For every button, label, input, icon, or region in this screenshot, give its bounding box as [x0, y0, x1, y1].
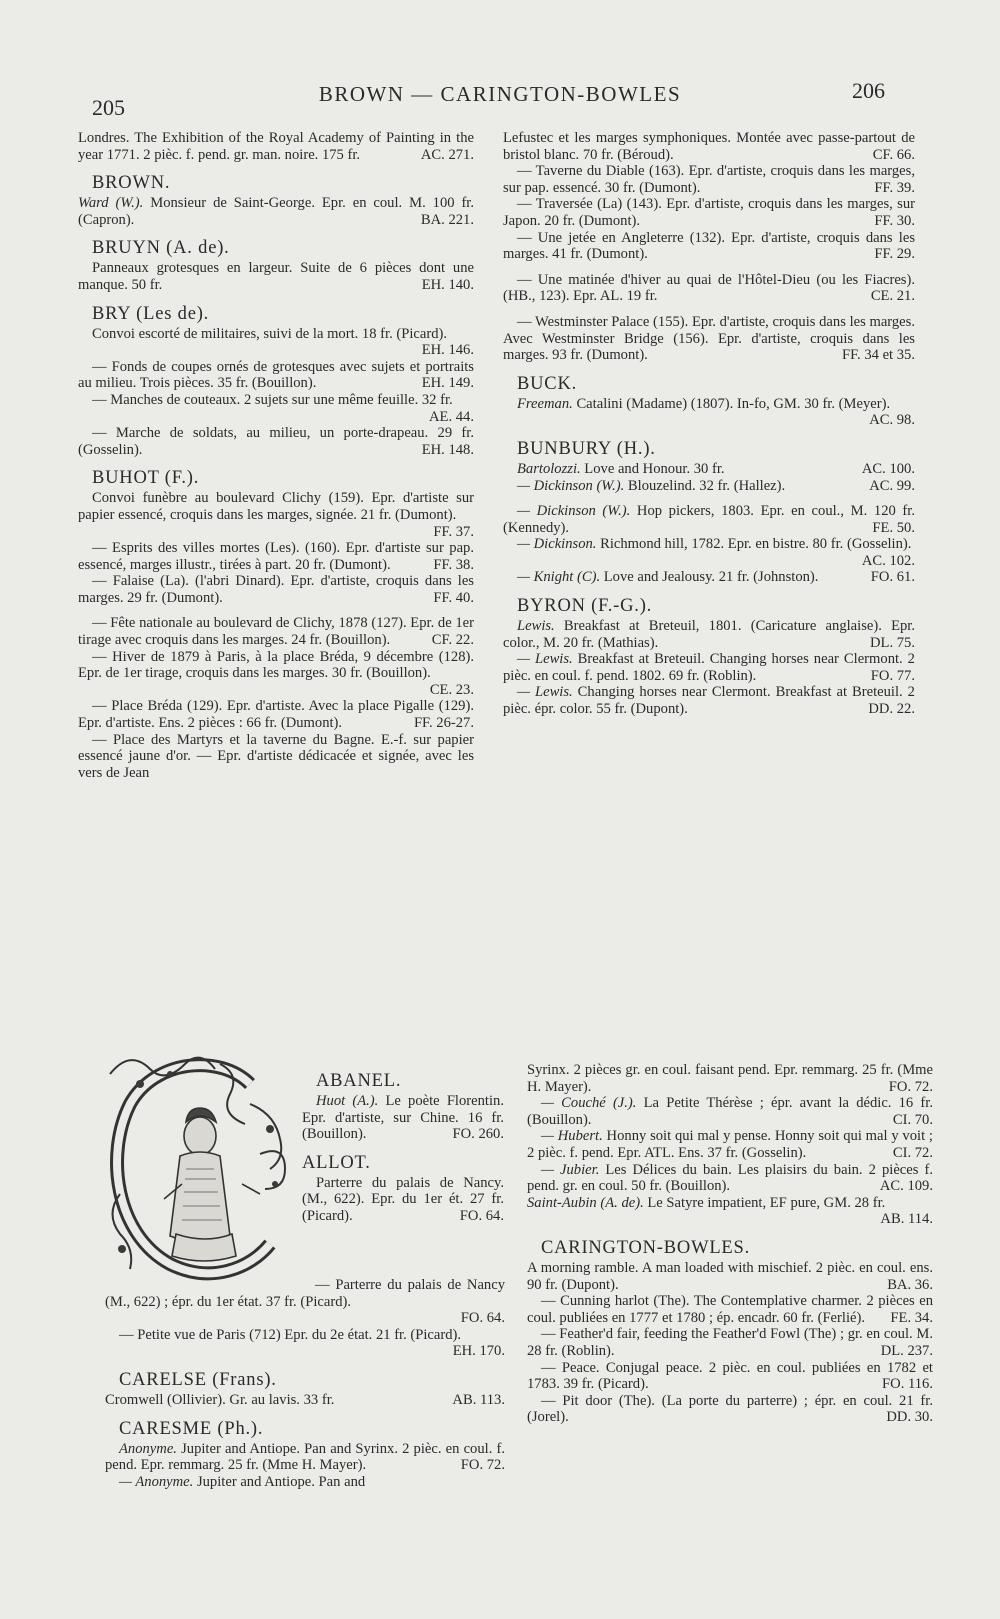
entry: Ward (W.). Monsieur de Saint-George. Epr. en coul. M. 100 fr. (Capron). BA. 221. [78, 195, 475, 228]
entry: — Peace. Conjugal peace. 2 pièc. en coul. publiées en 1782 et 1783. 39 fr. (Picard). FO. 116. [527, 1359, 933, 1393]
artist-heading: BROWN. [92, 173, 171, 194]
entry: — Lewis. Breakfast at Breteuil. Changing horses near Clermont. 2 pièc. en coul. f. pend. 1802. 69 fr. (Roblin). FO. 77. [503, 651, 915, 684]
entry: Freeman. Catalini (Madame) (1807). In-fo, GM. 30 fr. (Meyer). AC. 98. [517, 395, 915, 429]
entry: — Place Bréda (129). Epr. d'artiste. Avec la place Pigalle (129). Epr. d'artiste. Ens. 2 pièces : 66 fr. (Dumont). FF. 26-27. [78, 698, 474, 732]
column-left-bottom-narrow [302, 1071, 504, 1225]
entry: Syrinx. 2 pièces gr. en coul. faisant pend. Epr. remmarg. 25 fr. (Mme H. Mayer). FO. 72. [527, 1062, 933, 1095]
entry: — Jubier. Les Délices du bain. Les plaisirs du bain. 2 pièces f. pend. gr. en coul. 50 fr. (Bouillon). AC. 109. [527, 1161, 933, 1195]
entry: Panneaux grotesques en largeur. Suite de 6 pièces dont une manque. 50 fr. EH. 140. [78, 260, 474, 293]
entry: — Falaise (La). (l'abri Dinard). Epr. d'artiste, croquis dans les marges. 29 fr. (Dumont). FF. 40. [78, 573, 474, 606]
artist-heading: BUCK. [517, 373, 578, 394]
artist-heading: BUHOT (F.). [92, 468, 200, 489]
entry: — Fête nationale au boulevard de Clichy, 1878 (127). Epr. de 1er tirage avec croquis dans les marges. 24 fr. (Bouillon). CF. 22. [78, 615, 474, 649]
entry: Saint-Aubin (A. de). Le Satyre impatient, EF pure, GM. 28 fr. AB. 114. [527, 1194, 933, 1228]
artist-heading: BYRON (F.-G.). [517, 596, 653, 617]
entry: — Pit door (The). (La porte du parterre) ; épr. en coul. 21 fr. (Jorel). DD. 30. [527, 1392, 933, 1426]
running-title: BROWN — CARINGTON-BOWLES [318, 82, 682, 106]
entry: — Dickinson. Richmond hill, 1782. Epr. en bistre. 80 fr. (Gosselin). AC. 102. [517, 536, 915, 569]
entry: — Une jetée en Angleterre (132). Epr. d'artiste, croquis dans les marges. 41 fr. (Dumont). FF. 29. [503, 229, 915, 263]
entry: Cromwell (Ollivier). Gr. au lavis. 33 fr. AB. 113. [105, 1391, 505, 1408]
entry: Anonyme. Jupiter and Antiope. Pan and Syrinx. 2 pièc. en coul. f. pend. Epr. remmarg. 25 fr. (Mme H. Mayer). FO. 72. [105, 1440, 505, 1474]
entry: Bartolozzi. Love and Honour. 30 fr. AC. 100. [517, 460, 915, 477]
entry: Parterre du palais de Nancy. (M., 622). Epr. du 1er ét. 27 fr. (Picard). FO. 64. [302, 1174, 504, 1224]
column-left-bottom [105, 1277, 505, 1490]
entry: Convoi escorté de militaires, suivi de la mort. 18 fr. (Picard). EH. 146. [92, 325, 474, 359]
column-right-top [503, 130, 915, 718]
page-number-left: 205 [92, 95, 125, 120]
column-right-bottom [527, 1062, 933, 1426]
page-number-right: 206 [852, 78, 885, 103]
entry: — Fonds de coupes ornés de grotesques avec sujets et portraits au milieu. Trois pièces. 35 fr. (Bouillon). EH. 149. [78, 358, 474, 392]
entry: — Dickinson (W.). Hop pickers, 1803. Epr. en coul., M. 120 fr. (Kennedy). FE. 50. [503, 503, 915, 536]
artist-heading: BUNBURY (H.). [517, 438, 656, 459]
entry: — Marche de soldats, au milieu, un porte-drapeau. 29 fr. (Gosselin). EH. 148. [78, 425, 474, 458]
entry: — Taverne du Diable (163). Epr. d'artiste, croquis dans les marges, sur pap. essencé. 30 fr. (Dumont). FF. 39. [503, 163, 915, 196]
entry: — Lewis. Changing horses near Clermont. Breakfast at Breteuil. 2 pièc. épr. color. 55 fr. (Dupont). DD. 22. [503, 684, 915, 718]
entry: Londres. The Exhibition of the Royal Academy of Painting in the year 1771. 2 pièc. f. pend. gr. man. noire. 175 fr. AC. 271. [78, 130, 474, 163]
entry: Huot (A.). Le poète Florentin. Epr. d'artiste, sur Chine. 16 fr. (Bouillon). FO. 260. [302, 1093, 504, 1143]
artist-heading: CARINGTON-BOWLES. [541, 1237, 751, 1258]
entry: Convoi funèbre au boulevard Clichy (159). Epr. d'artiste sur papier essencé, croquis dans les marges, signée. 21 fr. (Dumont). FF. 37. [78, 490, 474, 540]
entry: — Une matinée d'hiver au quai de l'Hôtel-Dieu (ou les Fiacres). (HB., 123). Epr. AL. 19 fr. CE. 21. [503, 271, 915, 305]
entry: — Petite vue de Paris (712) Epr. du 2e état. 21 fr. (Picard). EH. 170. [119, 1326, 505, 1360]
entry: Lewis. Breakfast at Breteuil, 1801. (Caricature anglaise). Epr. color., M. 20 fr. (Mathias). DL. 75. [503, 618, 915, 651]
artist-heading: ABANEL. [316, 1071, 402, 1091]
artist-heading: BRY (Les de). [92, 303, 210, 324]
entry: A morning ramble. A man loaded with mischief. 2 pièc. en coul. ens. 90 fr. (Dupont). BA. 36. [527, 1259, 933, 1293]
entry: — Hubert. Honny soit qui mal y pense. Honny soit qui mal y voit ; 2 pièc. f. pend. Epr. ATL. Ens. 37 fr. (Gosselin). CI. 72. [527, 1128, 933, 1161]
entry: — Esprits des villes mortes (Les). (160). Epr. d'artiste sur pap. essencé, marges illustr., tirées à part. 20 fr. (Dumont). FF. 38. [78, 540, 474, 573]
column-left-top [78, 130, 474, 781]
entry: — Westminster Palace (155). Epr. d'artiste, croquis dans les marges. Avec Westminster Bridge (156). Epr. d'artiste, croquis dans les marges. 93 fr. (Dumont). FF. 34 et 35. [503, 313, 915, 364]
entry: — Couché (J.). La Petite Thérèse ; épr. avant la dédic. 16 fr. (Bouillon). CI. 70. [527, 1095, 933, 1128]
entry: — Dickinson (W.). Blouzelind. 32 fr. (Hallez). AC. 99. [517, 477, 915, 494]
decorative-initial-c [100, 1044, 296, 1289]
entry: — Hiver de 1879 à Paris, à la place Bréda, 9 décembre (128). Epr. de 1er tirage, croquis dans les marges. 30 fr. (Bouillon). CE. 23. [78, 648, 474, 698]
entry: — Parterre du palais de Nancy (M., 622) ; épr. du 1er état. 37 fr. (Picard). FO. 64. [105, 1277, 505, 1327]
artist-heading: BRUYN (A. de). [92, 238, 230, 259]
entry: — Feather'd fair, feeding the Feather'd Fowl (The) ; gr. en coul. M. 28 fr. (Roblin). DL. 237. [527, 1326, 933, 1359]
entry: — Cunning harlot (The). The Contemplative charmer. 2 pièces en coul. publiées en 1777 et 1780 ; ép. encadr. 60 fr. (Ferlié). FE. 34. [527, 1293, 933, 1326]
artist-heading: CARESME (Ph.). [119, 1418, 264, 1439]
entry: — Anonyme. Jupiter and Antiope. Pan and [119, 1473, 366, 1490]
entry: — Knight (C). Love and Jealousy. 21 fr. (Johnston). FO. 61. [517, 569, 915, 586]
entry: — Manches de couteaux. 2 sujets sur une même feuille. 32 fr. AE. 44. [92, 391, 474, 425]
entry: — Traversée (La) (143). Epr. d'artiste, croquis dans les marges, sur Japon. 20 fr. (Dumont). FF. 30. [503, 196, 915, 229]
artist-heading: ALLOT. [302, 1152, 371, 1173]
entry: — Place des Martyrs et la taverne du Bagne. E.-f. sur papier essencé jaune d'or. — Epr. d'artiste dédicacée et signée, avec les vers de Jean [78, 731, 474, 781]
entry: Lefustec et les marges symphoniques. Montée avec passe-partout de bristol blanc. 70 fr. (Béroud). CF. 66. [503, 130, 915, 163]
artist-heading: CARELSE (Frans). [119, 1369, 277, 1390]
